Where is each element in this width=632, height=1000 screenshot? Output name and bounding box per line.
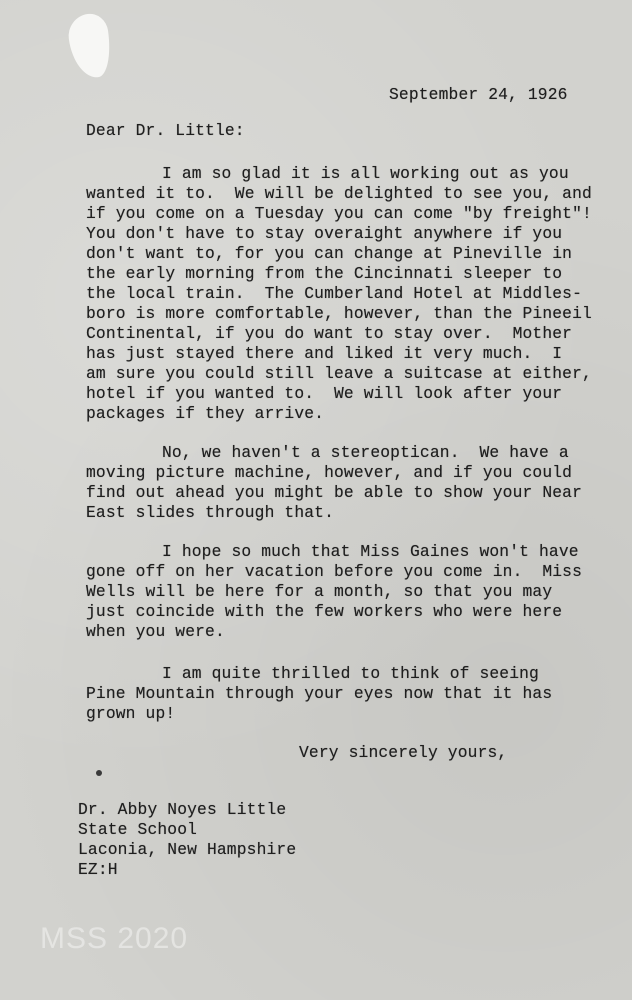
body-line: boro is more comfortable, however, than the Pineeil	[86, 304, 592, 323]
body-line: packages if they arrive.	[86, 404, 325, 423]
letter-date: September 24, 1926	[389, 85, 568, 104]
body-line: the early morning from the Cincinnati sleeper to	[86, 264, 563, 283]
body-line: Wells will be here for a month, so that you may	[86, 582, 553, 601]
body-line: if you come on a Tuesday you can come "by freight"!	[86, 204, 592, 223]
body-line: Pine Mountain through your eyes now that it has	[86, 684, 553, 703]
body-line: am sure you could still leave a suitcase at either,	[86, 364, 592, 383]
body-line: the local train. The Cumberland Hotel at Middles-	[86, 284, 583, 303]
address-line: Laconia, New Hampshire	[78, 840, 297, 859]
body-line: wanted it to. We will be delighted to see you, and	[86, 184, 592, 203]
body-line: Continental, if you do want to stay over. Mother	[86, 324, 573, 343]
salutation: Dear Dr. Little:	[86, 121, 245, 140]
body-line: grown up!	[86, 704, 176, 723]
body-line: find out ahead you might be able to show your Near	[86, 483, 583, 502]
body-line: just coincide with the few workers who were here	[86, 602, 563, 621]
body-line: I hope so much that Miss Gaines won't have	[162, 542, 579, 561]
address-line: State School	[78, 820, 198, 839]
typist-initials: EZ:H	[78, 860, 118, 879]
closing: Very sincerely yours,	[299, 743, 508, 762]
body-line: has just stayed there and liked it very much. I	[86, 344, 563, 363]
body-line: gone off on her vacation before you come in. Miss	[86, 562, 583, 581]
ink-dot	[96, 770, 102, 776]
body-line: I am so glad it is all working out as you	[162, 164, 569, 183]
body-line: East slides through that.	[86, 503, 335, 522]
body-line: No, we haven't a stereoptican. We have a	[162, 443, 569, 462]
body-line: hotel if you wanted to. We will look after your	[86, 384, 563, 403]
address-line: Dr. Abby Noyes Little	[78, 800, 287, 819]
body-line: I am quite thrilled to think of seeing	[162, 664, 539, 683]
body-line: You don't have to stay overaight anywhere if you	[86, 224, 563, 243]
body-line: moving picture machine, however, and if you could	[86, 463, 573, 482]
body-line: when you were.	[86, 622, 225, 641]
body-line: don't want to, for you can change at Pineville in	[86, 244, 573, 263]
watermark: MSS 2020	[40, 922, 189, 955]
